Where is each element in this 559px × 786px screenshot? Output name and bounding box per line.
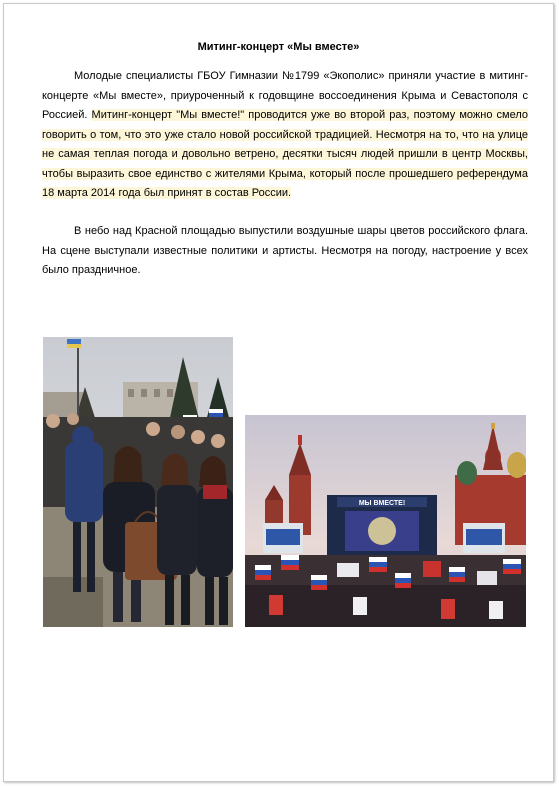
paragraph-2: [42, 222, 528, 281]
page-title: Митинг-концерт «Мы вместе»: [197, 41, 360, 53]
paragraph-1: [42, 67, 528, 204]
document-page: [3, 3, 554, 782]
photo-group-of-students: [43, 337, 233, 627]
photo-concert-red-square: [245, 415, 526, 627]
paragraph-1-plain: Молодые специалисты ГБОУ Гимназии №1799 «Экополис» приняли участие в митинг-концерте «Мы вместе», приуроченный к годовщине воссоединения Крыма и Севастополя с Россией.: [42, 70, 528, 121]
stage-banner-text: МЫ ВМЕСТЕ!: [358, 500, 406, 507]
paragraph-1-highlighted: Митинг-концерт "Мы вместе!" проводится уже во второй раз, поэтому можно смело говорить о том, что это уже стало новой российской традицией. Несмотря на то, что на улице не самая теплая погода и довольно ветрено, десятки тысяч людей пришли в центр Москвы, чтобы выразить свое единство с жителями Крыма, который после прошедшего референдума 18 марта 2014 года был принят в состав России.: [42, 109, 528, 199]
paragraph-2-text: В небо над Красной площадью выпустили воздушные шары цветов российского флага. На сцене выступали известные политики и артисты. Несмотря на погоду, настроение у всех было праздничное.: [42, 225, 528, 276]
